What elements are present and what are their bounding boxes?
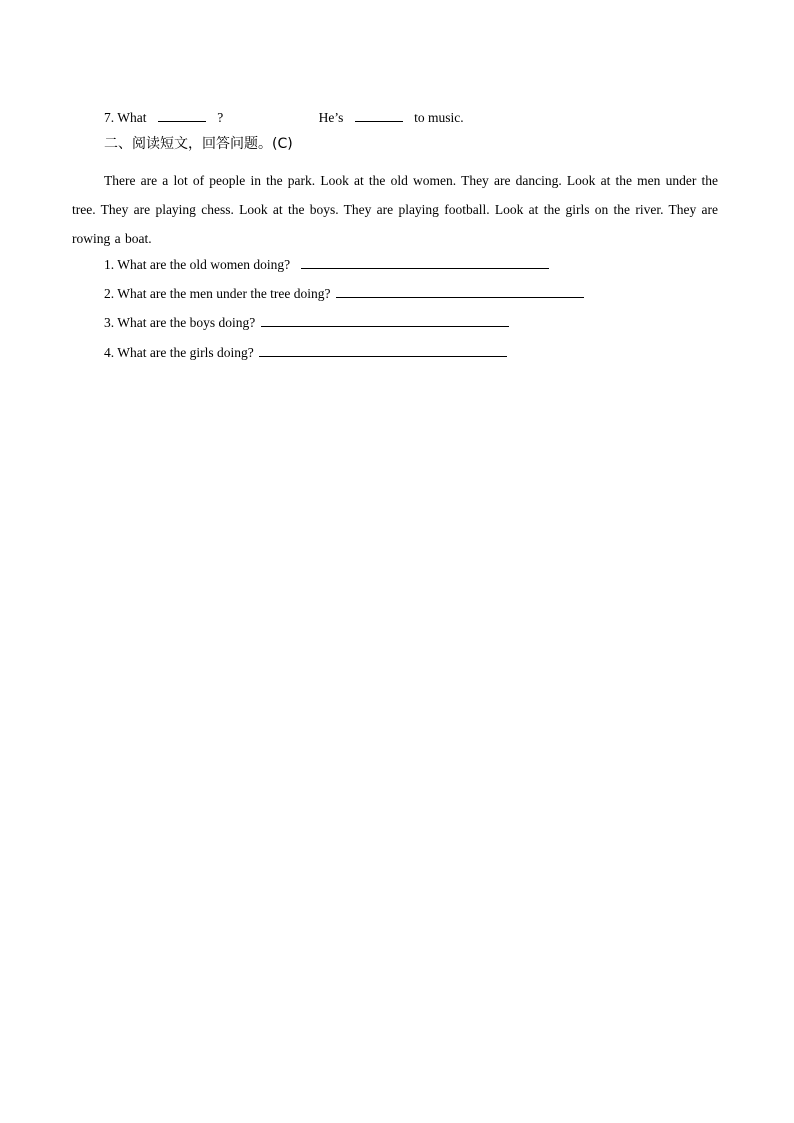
- question-7: [104, 108, 464, 127]
- question-1: [104, 255, 549, 274]
- answer-blank-4[interactable]: [259, 343, 507, 357]
- reading-passage: There are a lot of people in the park. Look at the old women. They are dancing. Look at the men under the tree. They are playing chess. Look at the boys. They are playing football. Look at the girls on the river. They are rowing a boat.: [72, 173, 718, 246]
- q7-answer-suffix: to music.: [414, 110, 464, 125]
- q7-prompt: 7. What: [104, 110, 147, 125]
- question-2: [104, 284, 584, 303]
- answer-blank-2[interactable]: [336, 284, 584, 298]
- section-heading: 二、阅读短文，回答问题。(C): [104, 136, 293, 152]
- question-text: 3. What are the boys doing?: [104, 315, 256, 330]
- q7-blank-1[interactable]: [158, 108, 206, 122]
- question-text: 4. What are the girls doing?: [104, 345, 254, 360]
- answer-blank-1[interactable]: [301, 255, 549, 269]
- question-text: 1. What are the old women doing?: [104, 257, 291, 272]
- answer-blank-3[interactable]: [261, 313, 509, 327]
- question-3: [104, 313, 509, 332]
- q7-blank-2[interactable]: [355, 108, 403, 122]
- question-text: 2. What are the men under the tree doing?: [104, 286, 331, 301]
- question-4: [104, 343, 507, 362]
- q7-answer-prefix: He’s: [318, 110, 344, 125]
- q7-question-mark: ?: [217, 110, 224, 125]
